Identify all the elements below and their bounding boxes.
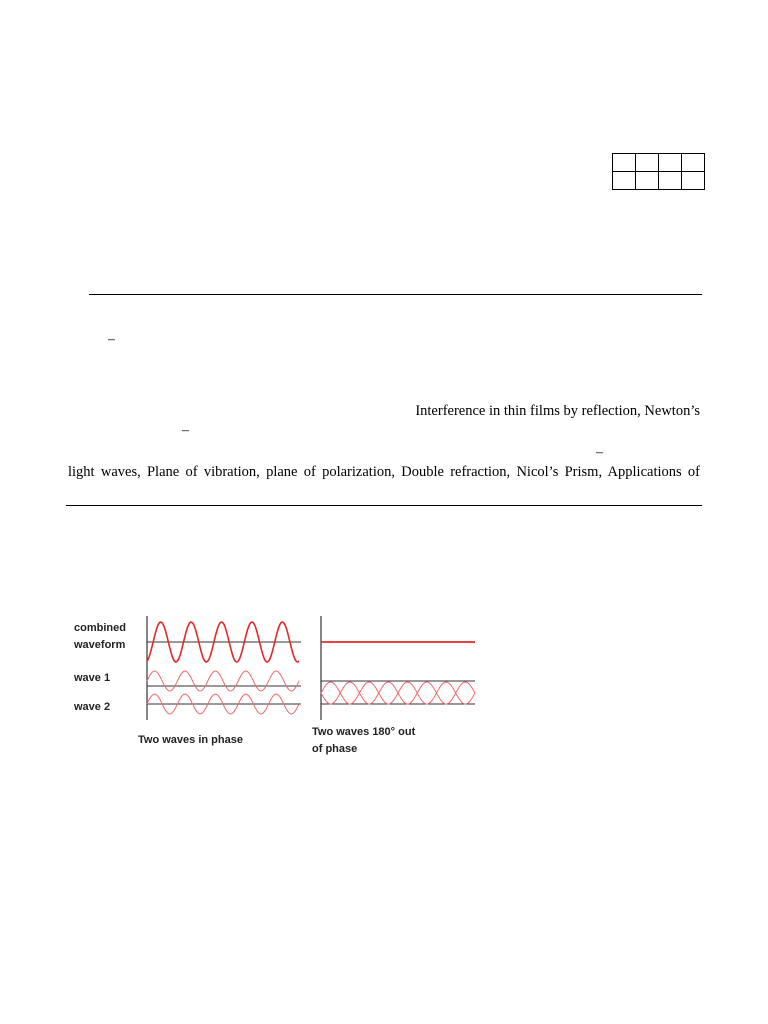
caption-out-of-phase-line1: Two waves 180° out xyxy=(312,726,416,738)
caption-out-of-phase-line2: of phase xyxy=(312,743,358,755)
syllabus-line-2: light waves, Plane of vibration, plane of polarization, Double refraction, Nicol’s Prism, Applications of xyxy=(68,464,700,480)
box xyxy=(613,154,636,172)
dash-mark: – xyxy=(108,332,115,347)
top-divider xyxy=(89,294,702,295)
box xyxy=(613,172,636,190)
label-combined-line2: waveform xyxy=(74,639,126,651)
wave2-out-of-phase xyxy=(321,682,475,704)
in-phase-panel xyxy=(147,616,301,720)
syllabus-line-1: Interference in thin films by reflection, Newton’s xyxy=(415,403,700,419)
box xyxy=(682,172,705,190)
label-wave-1: wave 1 xyxy=(74,672,111,684)
box xyxy=(659,172,682,190)
roll-number-boxes xyxy=(612,153,705,190)
box xyxy=(659,154,682,172)
bottom-divider xyxy=(66,505,702,506)
label-combined-line1: combined xyxy=(74,622,126,634)
box xyxy=(682,154,705,172)
box xyxy=(636,172,659,190)
caption-in-phase: Two waves in phase xyxy=(138,734,243,746)
box xyxy=(636,154,659,172)
dash-mark: – xyxy=(182,423,189,438)
out-of-phase-panel xyxy=(321,616,475,720)
label-wave-2: wave 2 xyxy=(74,701,111,713)
dash-mark: – xyxy=(596,445,603,460)
wave1-in-phase xyxy=(147,671,299,691)
wave-interference-figure xyxy=(66,610,486,760)
